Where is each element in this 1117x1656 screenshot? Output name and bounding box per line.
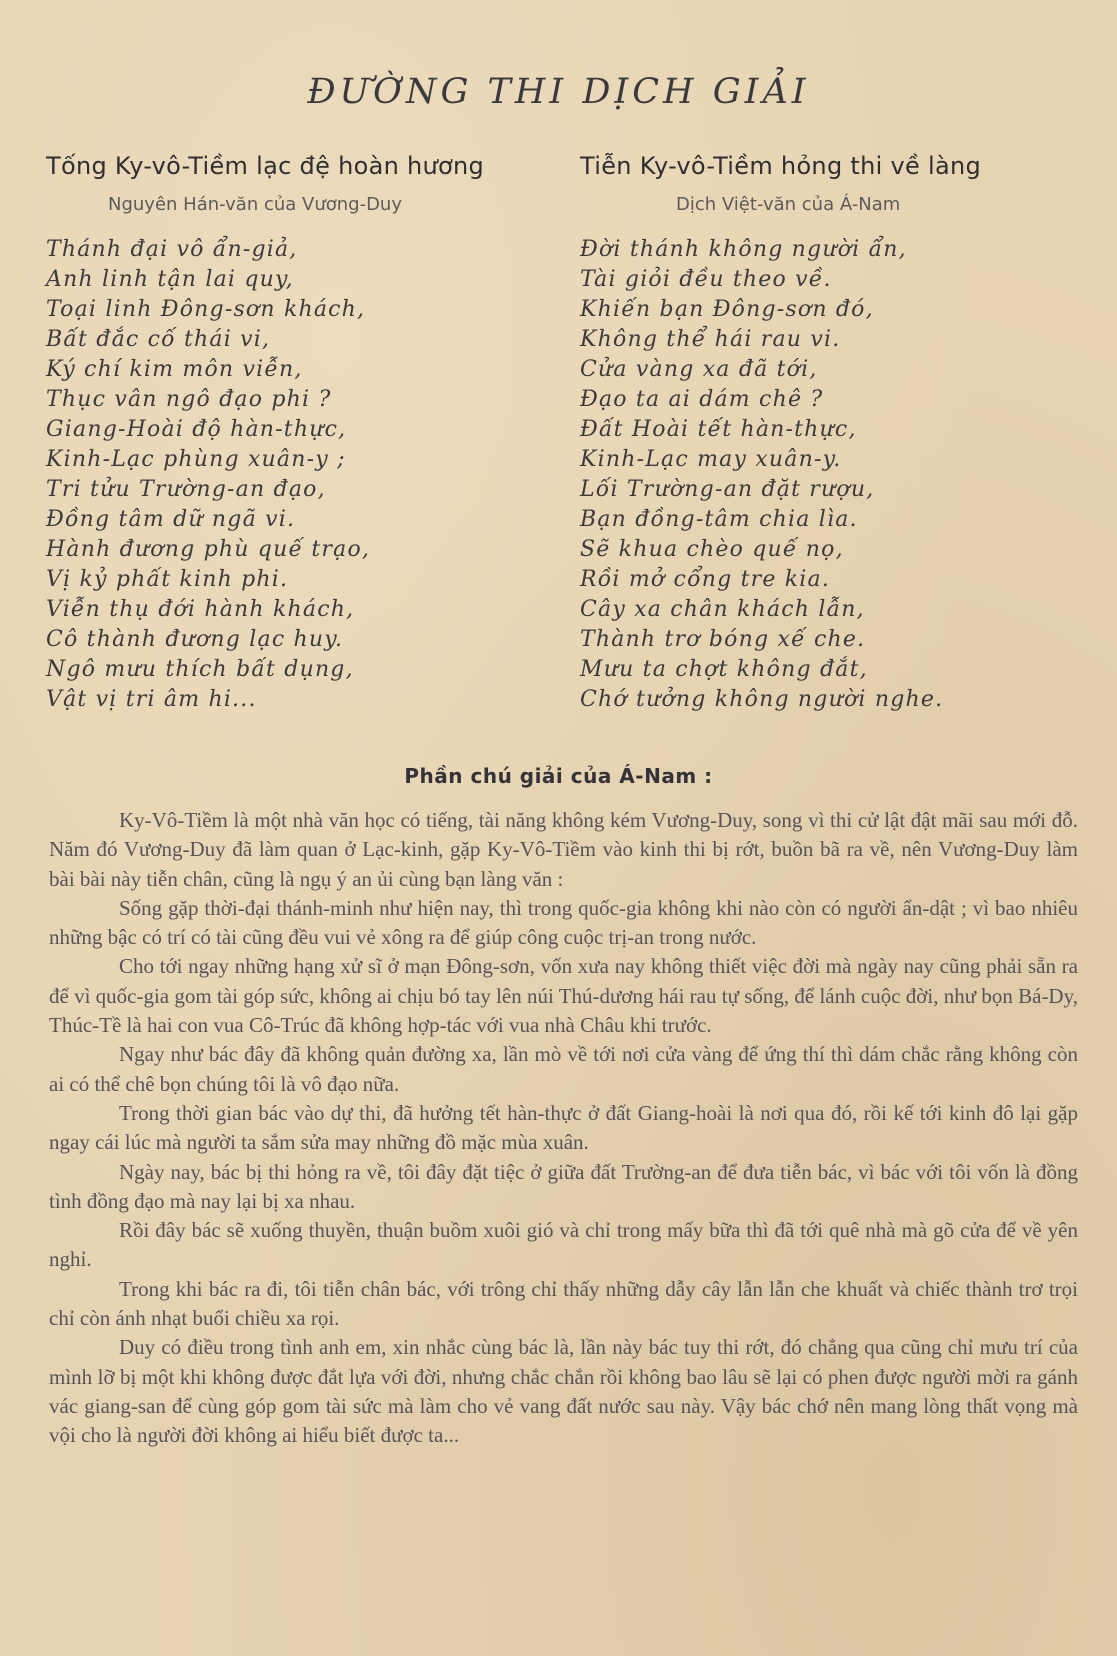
translation-poem-column <box>580 152 1090 715</box>
verse-line: Cô thành đương lạc huy. <box>46 627 344 652</box>
translation-poem-title: Tiễn Ky-vô-Tiềm hỏng thi về làng <box>580 152 982 180</box>
verse-line: Cửa vàng xa đã tới, <box>580 357 818 382</box>
verse-line: Chớ tưởng không người nghe. <box>580 687 944 712</box>
commentary-paragraph: Duy có điều trong tình anh em, xin nhắc cùng bác là, lần này bác tuy thi rớt, đó chẳng qua cũng chỉ mưu trí của mình lỡ bị một khi không được đắt lựa với đời, nhưng chắc chắn rồi không bao lâu sẽ lại có phen được người mời ra gánh vác giang-san để cùng góp gom tài sức mà làm cho vẻ vang đất nước sau này. Vậy bác chớ nên mang lòng thất vọng mà vội cho là người đời không ai hiểu biết được ta... <box>49 1335 1078 1448</box>
verse-line: Đạo ta ai dám chê ? <box>580 387 824 412</box>
verse-line: Đời thánh không người ẩn, <box>580 237 907 262</box>
commentary-paragraph: Trong thời gian bác vào dự thi, đã hưởng tết hàn-thực ở đất Giang-hoài là nơi qua đó, rồi kế tới kinh đô lại gặp ngay cái lúc mà người ta sắm sửa may những đồ mặc mùa xuân. <box>49 1100 1078 1155</box>
verse-line: Đồng tâm dữ ngã vi. <box>46 507 296 532</box>
verse-line: Không thể hái rau vi. <box>580 327 841 352</box>
verse-line: Kinh-Lạc may xuân-y. <box>580 447 842 472</box>
verse-line: Vật vị tri âm hi... <box>46 687 257 712</box>
verse-line: Ký chí kim môn viễn, <box>46 357 303 382</box>
commentary-paragraph: Sống gặp thời-đại thánh-minh như hiện nay, thì trong quốc-gia không khi nào còn có người ẩn-dật ; vì bao nhiêu những bậc có trí có tài cũng đều vui vẻ xông ra để giúp công cuộc trị-an trong nước. <box>49 895 1078 950</box>
commentary-paragraph: Trong khi bác ra đi, tôi tiễn chân bác, với trông chỉ thấy những dẫy cây lẫn lẫn che khuất và chiếc thành trơ trọi chỉ còn ánh nhạt buổi chiều xa rọi. <box>49 1276 1078 1331</box>
commentary-paragraph: Ky-Vô-Tiềm là một nhà văn học có tiếng, tài năng không kém Vương-Duy, song vì thi cử lật đật mãi sau mới đỗ. Năm đó Vương-Duy đã làm quan ở Lạc-kinh, gặp Ky-Vô-Tiềm vào kinh thi bị rớt, buồn bã ra về, nên Vương-Duy làm bài bài này tiễn chân, cũng là ngụ ý an ủi cùng bạn làng văn : <box>49 808 1078 891</box>
verse-line: Vị kỷ phất kinh phi. <box>46 567 289 592</box>
verse-line: Anh linh tận lai quy, <box>46 267 294 292</box>
verse-line: Khiến bạn Đông-sơn đó, <box>580 297 874 322</box>
translation-poem-credit: Dịch Việt-văn của Á-Nam <box>676 194 901 215</box>
verse-line: Đất Hoài tết hàn-thực, <box>580 417 857 442</box>
original-poem-credit: Nguyên Hán-văn của Vương-Duy <box>108 194 402 215</box>
verse-line: Bất đắc cố thái vi, <box>46 327 271 352</box>
verse-line: Cây xa chân khách lẫn, <box>580 597 865 622</box>
commentary-body <box>49 806 1078 1451</box>
original-poem-title: Tống Ky-vô-Tiềm lạc đệ hoàn hương <box>46 152 485 180</box>
verse-line: Sẽ khua chèo quế nọ, <box>580 537 844 562</box>
verse-line: Thành trơ bóng xế che. <box>580 627 866 652</box>
verse-line: Mưu ta chợt không đắt, <box>580 657 868 682</box>
verse-line: Giang-Hoài độ hàn-thực, <box>46 417 347 442</box>
commentary-paragraph: Cho tới ngay những hạng xử sĩ ở mạn Đông-sơn, vốn xưa nay không thiết việc đời mà ngày nay cũng phải sẵn ra để vì quốc-gia gom tài góp sức, không ai chịu bó tay lên núi Thú-dương hái rau tự sống, để lánh cuộc đời, như bọn Bá-Dy, Thúc-Tề là hai con vua Cô-Trúc đã không hợp-tác với vua nhà Châu khi trước. <box>49 954 1078 1038</box>
commentary-paragraph: Ngay như bác đây đã không quản đường xa, lần mò về tới nơi cửa vàng để ứng thí thì dám chắc rằng không còn ai có thể chê bọn chúng tôi là vô đạo nữa. <box>49 1042 1078 1096</box>
verse-line: Toại linh Đông-sơn khách, <box>46 297 366 322</box>
verse-line: Bạn đồng-tâm chia lìa. <box>580 507 858 532</box>
verse-line: Viễn thụ đới hành khách, <box>46 597 355 622</box>
verse-line: Tài giỏi đều theo về. <box>580 267 832 292</box>
verse-line: Thục vân ngô đạo phi ? <box>46 387 332 412</box>
verse-line: Kinh-Lạc phùng xuân-y ; <box>46 447 346 472</box>
translation-poem-verses <box>580 235 1090 715</box>
verse-line: Rồi mở cổng tre kia. <box>580 567 831 592</box>
original-poem-verses <box>46 235 546 715</box>
page-title: ĐƯỜNG THI DỊCH GIẢI <box>307 72 810 112</box>
verse-line: Tri tửu Trường-an đạo, <box>46 477 326 502</box>
commentary-paragraph: Ngày nay, bác bị thi hỏng ra về, tôi đây đặt tiệc ở giữa đất Trường-an để đưa tiễn bác, vì bác với tôi vốn là đồng tình đồng đạo mà nay lại bị xa nhau. <box>49 1159 1078 1213</box>
verse-line: Lối Trường-an đặt rượu, <box>580 477 875 502</box>
verse-line: Hành đương phù quế trạo, <box>46 537 371 562</box>
verse-line: Thánh đại vô ẩn-giả, <box>46 237 298 262</box>
commentary-heading: Phần chú giải của Á-Nam : <box>404 764 713 788</box>
verse-line: Ngô mưu thích bất dụng, <box>46 657 354 682</box>
original-poem-column <box>46 152 546 715</box>
commentary-paragraph: Rồi đây bác sẽ xuống thuyền, thuận buồm xuôi gió và chỉ trong mấy bữa thì đã tới quê nhà mà gõ cửa để về yên nghỉ. <box>49 1218 1078 1272</box>
